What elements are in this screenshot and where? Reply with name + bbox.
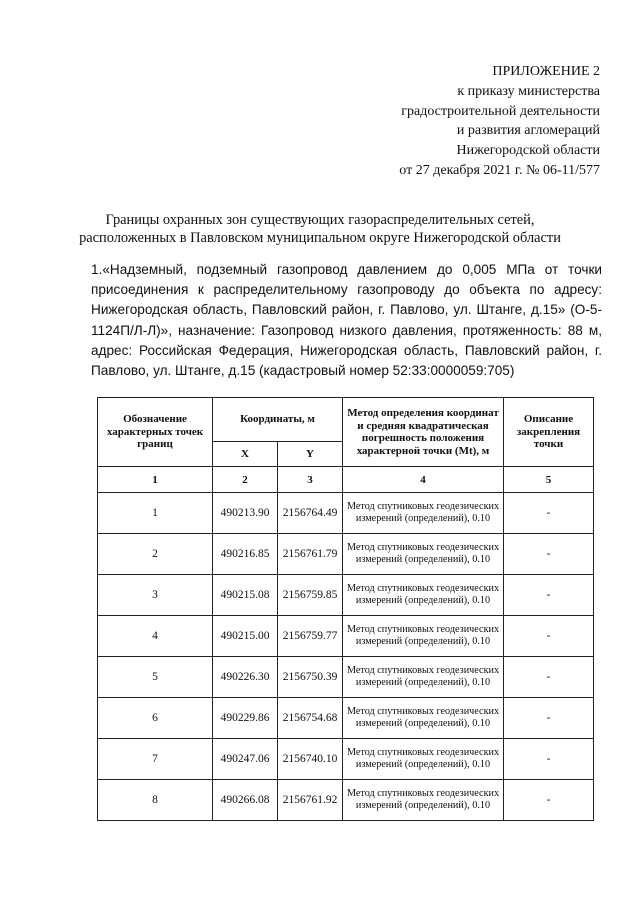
order-date-number: от 27 декабря 2021 г. № 06-11/577 xyxy=(399,162,600,178)
table-row xyxy=(98,657,594,698)
coord-y: 2156764.49 xyxy=(278,493,343,534)
header-coordinates: Координаты, м xyxy=(213,398,343,442)
coord-y: 2156761.92 xyxy=(278,780,343,821)
appendix-line: градостроительной деятельности xyxy=(401,103,600,119)
coord-x: 490266.08 xyxy=(213,780,278,821)
fixing-cell: - xyxy=(504,616,594,657)
object-description: 1.«Надземный, подземный газопровод давлением до 0,005 МПа от точки присоединения к распределительному газопроводу до объекта по адресу: Нижегородская область, Павловский район, г. Павлово, ул. Штанге, д.15» (О-5-1124П/Л-Л)», назначение: Газопровод низкого давления, протяженность: 88 м, адрес: Российская Федерация, Нижегородская область, Павловский район, г. Павлово, ул. Штанге, д.15 (кадастровый номер 52:33:0000059:705) xyxy=(91,262,602,379)
fixing-cell: - xyxy=(504,698,594,739)
coord-y: 2156759.77 xyxy=(278,616,343,657)
table-row xyxy=(98,534,594,575)
fixing-cell: - xyxy=(504,739,594,780)
table-row xyxy=(98,739,594,780)
fixing-cell: - xyxy=(504,493,594,534)
point-id: 6 xyxy=(98,698,213,739)
header-y: Y xyxy=(278,442,343,467)
appendix-header xyxy=(399,62,600,181)
point-id: 8 xyxy=(98,780,213,821)
coord-x: 490229.86 xyxy=(213,698,278,739)
method-cell: Метод спутниковых геодезических измерений (определений), 0.10 xyxy=(343,780,504,821)
point-id: 2 xyxy=(98,534,213,575)
table-row xyxy=(98,698,594,739)
table-row xyxy=(98,616,594,657)
method-cell: Метод спутниковых геодезических измерений (определений), 0.10 xyxy=(343,739,504,780)
column-number: 4 xyxy=(343,467,504,493)
method-cell: Метод спутниковых геодезических измерений (определений), 0.10 xyxy=(343,493,504,534)
coord-x: 490215.08 xyxy=(213,575,278,616)
point-id: 4 xyxy=(98,616,213,657)
coord-y: 2156740.10 xyxy=(278,739,343,780)
table-row xyxy=(98,780,594,821)
coord-x: 490247.06 xyxy=(213,739,278,780)
appendix-line: и развития агломераций xyxy=(456,123,600,139)
method-cell: Метод спутниковых геодезических измерений (определений), 0.10 xyxy=(343,575,504,616)
method-cell: Метод спутниковых геодезических измерений (определений), 0.10 xyxy=(343,616,504,657)
title-line-1: Границы охранных зон существующих газораспределительных сетей, xyxy=(105,212,535,228)
column-number: 5 xyxy=(504,467,594,493)
coord-y: 2156754.68 xyxy=(278,698,343,739)
fixing-cell: - xyxy=(504,575,594,616)
table-row xyxy=(98,575,594,616)
method-cell: Метод спутниковых геодезических измерений (определений), 0.10 xyxy=(343,657,504,698)
method-cell: Метод спутниковых геодезических измерений (определений), 0.10 xyxy=(343,534,504,575)
coord-x: 490215.00 xyxy=(213,616,278,657)
coord-y: 2156750.39 xyxy=(278,657,343,698)
title-line-2: расположенных в Павловском муниципальном округе Нижегородской области xyxy=(79,230,561,246)
column-number: 2 xyxy=(213,467,278,493)
appendix-line: к приказу министерства xyxy=(457,83,600,99)
coord-x: 490213.90 xyxy=(213,493,278,534)
fixing-cell: - xyxy=(504,657,594,698)
coord-y: 2156759.85 xyxy=(278,575,343,616)
point-id: 1 xyxy=(98,493,213,534)
appendix-title: ПРИЛОЖЕНИЕ 2 xyxy=(492,64,600,79)
coord-x: 490226.30 xyxy=(213,657,278,698)
point-id: 7 xyxy=(98,739,213,780)
header-fixing: Описание закрепления точки xyxy=(504,398,594,467)
coord-x: 490216.85 xyxy=(213,534,278,575)
method-cell: Метод спутниковых геодезических измерений (определений), 0.10 xyxy=(343,698,504,739)
point-id: 5 xyxy=(98,657,213,698)
fixing-cell: - xyxy=(504,780,594,821)
point-id: 3 xyxy=(98,575,213,616)
header-x: X xyxy=(213,442,278,467)
header-designation: Обозначение характерных точек границ xyxy=(98,398,213,467)
coord-y: 2156761.79 xyxy=(278,534,343,575)
column-number: 1 xyxy=(98,467,213,493)
fixing-cell: - xyxy=(504,534,594,575)
appendix-line: Нижегородской области xyxy=(456,143,600,159)
column-number: 3 xyxy=(278,467,343,493)
table-row xyxy=(98,493,594,534)
header-method: Метод определения координат и средняя квадратическая погрешность положения характерной точки (Mt), м xyxy=(343,398,504,467)
boundary-points-table xyxy=(97,397,594,821)
document-title xyxy=(40,211,600,247)
